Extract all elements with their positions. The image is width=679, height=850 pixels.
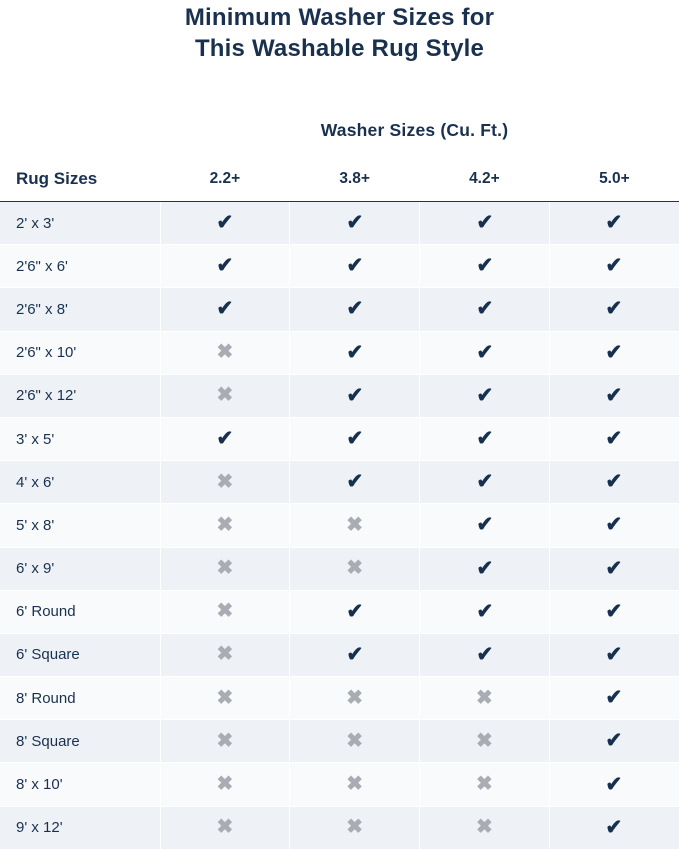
cross-icon: ✖ xyxy=(216,557,234,580)
check-icon: ✔ xyxy=(605,427,623,451)
fit-cell xyxy=(290,288,420,331)
page-title xyxy=(0,0,679,64)
rug-size-label: 2'6" x 8' xyxy=(0,288,160,331)
check-icon: ✔ xyxy=(476,642,493,666)
check-icon: ✔ xyxy=(476,427,493,451)
fit-cell xyxy=(549,763,679,806)
fit-cell xyxy=(549,547,679,590)
check-icon: ✔ xyxy=(346,297,363,321)
fit-cell xyxy=(290,547,420,590)
check-icon: ✔ xyxy=(605,340,623,364)
check-icon: ✔ xyxy=(346,427,363,451)
rug-size-label: 2'6" x 10' xyxy=(0,331,160,374)
cross-icon: ✖ xyxy=(216,600,234,623)
fit-cell xyxy=(160,202,290,245)
fit-cell xyxy=(290,677,420,720)
fit-cell xyxy=(290,763,420,806)
check-icon: ✔ xyxy=(476,599,493,623)
page-title-line1: Minimum Washer Sizes for xyxy=(184,4,495,31)
page-title-line2: This Washable Rug Style xyxy=(194,35,485,62)
fit-cell xyxy=(549,374,679,417)
check-icon: ✔ xyxy=(216,297,234,321)
fit-cell xyxy=(549,806,679,849)
fit-cell xyxy=(160,720,290,763)
check-icon: ✔ xyxy=(216,211,234,235)
check-icon: ✔ xyxy=(476,513,493,537)
check-icon: ✔ xyxy=(346,470,363,494)
fit-cell xyxy=(160,590,290,633)
fit-cell xyxy=(290,633,420,676)
cross-icon: ✖ xyxy=(216,729,234,752)
check-icon: ✔ xyxy=(346,211,363,235)
check-icon: ✔ xyxy=(605,599,623,623)
rug-size-label: 8' Round xyxy=(0,677,160,720)
fit-cell xyxy=(290,202,420,245)
column-header-4-2: 4.2+ xyxy=(420,157,550,202)
column-header-2-2: 2.2+ xyxy=(160,157,290,202)
check-icon: ✔ xyxy=(346,340,363,364)
fit-cell xyxy=(549,331,679,374)
fit-cell xyxy=(420,245,550,288)
fit-cell xyxy=(549,504,679,547)
check-icon: ✔ xyxy=(346,642,363,666)
rug-size-label: 6' Round xyxy=(0,590,160,633)
check-icon: ✔ xyxy=(605,642,623,666)
check-icon: ✔ xyxy=(216,254,234,278)
fit-cell xyxy=(160,806,290,849)
cross-icon: ✖ xyxy=(216,341,234,364)
fit-cell xyxy=(160,633,290,676)
fit-cell xyxy=(420,720,550,763)
check-icon: ✔ xyxy=(476,297,493,321)
fit-cell xyxy=(420,806,550,849)
rug-size-label: 2'6" x 12' xyxy=(0,374,160,417)
table-row xyxy=(0,633,679,676)
cross-icon: ✖ xyxy=(216,686,234,709)
fit-cell xyxy=(160,331,290,374)
fit-cell xyxy=(420,633,550,676)
fit-cell xyxy=(160,245,290,288)
column-header-3-8: 3.8+ xyxy=(290,157,420,202)
cross-icon: ✖ xyxy=(475,773,493,796)
check-icon: ✔ xyxy=(605,686,623,710)
fit-cell xyxy=(160,288,290,331)
fit-cell xyxy=(549,288,679,331)
check-icon: ✔ xyxy=(605,470,623,494)
table-body xyxy=(0,202,679,850)
check-icon: ✔ xyxy=(216,427,234,451)
table-row xyxy=(0,720,679,763)
cross-icon: ✖ xyxy=(216,513,234,536)
fit-cell xyxy=(420,202,550,245)
fit-cell xyxy=(549,720,679,763)
fit-cell xyxy=(420,590,550,633)
cross-icon: ✖ xyxy=(346,557,363,580)
rug-size-label: 5' x 8' xyxy=(0,504,160,547)
table-row xyxy=(0,590,679,633)
cross-icon: ✖ xyxy=(216,816,234,839)
fit-cell xyxy=(160,374,290,417)
fit-cell xyxy=(160,763,290,806)
fit-cell xyxy=(290,590,420,633)
cross-icon: ✖ xyxy=(216,470,234,493)
check-icon: ✔ xyxy=(476,470,493,494)
check-icon: ✔ xyxy=(346,383,363,407)
table-row xyxy=(0,331,679,374)
rug-size-label: 6' Square xyxy=(0,633,160,676)
fit-cell xyxy=(420,504,550,547)
rug-size-label: 8' x 10' xyxy=(0,763,160,806)
rug-size-label: 8' Square xyxy=(0,720,160,763)
check-icon: ✔ xyxy=(605,556,623,580)
rug-size-label: 2' x 3' xyxy=(0,202,160,245)
fit-cell xyxy=(420,374,550,417)
fit-cell xyxy=(290,245,420,288)
fit-cell xyxy=(549,245,679,288)
fit-cell xyxy=(160,677,290,720)
table-header-row xyxy=(0,157,679,202)
table-row xyxy=(0,202,679,245)
check-icon: ✔ xyxy=(605,772,623,796)
cross-icon: ✖ xyxy=(475,816,493,839)
fit-cell xyxy=(420,417,550,460)
fit-cell xyxy=(290,806,420,849)
cross-icon: ✖ xyxy=(216,773,234,796)
fit-cell xyxy=(160,547,290,590)
cross-icon: ✖ xyxy=(346,816,363,839)
cross-icon: ✖ xyxy=(475,686,493,709)
fit-cell xyxy=(290,504,420,547)
cross-icon: ✖ xyxy=(346,729,363,752)
cross-icon: ✖ xyxy=(216,384,234,407)
table-row xyxy=(0,245,679,288)
table-row xyxy=(0,806,679,849)
table-row xyxy=(0,374,679,417)
check-icon: ✔ xyxy=(605,729,623,753)
fit-cell xyxy=(290,720,420,763)
table-row xyxy=(0,461,679,504)
check-icon: ✔ xyxy=(605,513,623,537)
fit-cell xyxy=(420,288,550,331)
fit-cell xyxy=(290,331,420,374)
washer-sizes-header: Washer Sizes (Cu. Ft.) xyxy=(320,120,509,140)
table-row xyxy=(0,417,679,460)
table-row xyxy=(0,504,679,547)
table-header xyxy=(0,157,679,202)
check-icon: ✔ xyxy=(605,383,623,407)
rug-size-label: 6' x 9' xyxy=(0,547,160,590)
check-icon: ✔ xyxy=(476,383,493,407)
compatibility-table xyxy=(0,157,679,850)
fit-cell xyxy=(160,461,290,504)
check-icon: ✔ xyxy=(605,815,623,839)
check-icon: ✔ xyxy=(476,211,493,235)
cross-icon: ✖ xyxy=(216,643,234,666)
check-icon: ✔ xyxy=(605,211,623,235)
cross-icon: ✖ xyxy=(346,686,363,709)
fit-cell xyxy=(290,417,420,460)
table-row xyxy=(0,677,679,720)
fit-cell xyxy=(549,677,679,720)
fit-cell xyxy=(420,331,550,374)
table-row xyxy=(0,288,679,331)
fit-cell xyxy=(420,461,550,504)
rug-size-label: 2'6" x 6' xyxy=(0,245,160,288)
fit-cell xyxy=(290,461,420,504)
rug-size-label: 9' x 12' xyxy=(0,806,160,849)
rug-size-label: 3' x 5' xyxy=(0,417,160,460)
check-icon: ✔ xyxy=(476,340,493,364)
cross-icon: ✖ xyxy=(346,773,363,796)
check-icon: ✔ xyxy=(346,599,363,623)
fit-cell xyxy=(549,417,679,460)
column-header-rug-sizes: Rug Sizes xyxy=(0,157,160,202)
check-icon: ✔ xyxy=(476,556,493,580)
fit-cell xyxy=(549,633,679,676)
fit-cell xyxy=(549,202,679,245)
check-icon: ✔ xyxy=(605,297,623,321)
fit-cell xyxy=(420,547,550,590)
rug-size-label: 4' x 6' xyxy=(0,461,160,504)
cross-icon: ✖ xyxy=(475,729,493,752)
table-row xyxy=(0,763,679,806)
fit-cell xyxy=(420,677,550,720)
fit-cell xyxy=(160,504,290,547)
column-header-5-0: 5.0+ xyxy=(549,157,679,202)
fit-cell xyxy=(160,417,290,460)
fit-cell xyxy=(290,374,420,417)
check-icon: ✔ xyxy=(476,254,493,278)
fit-cell xyxy=(420,763,550,806)
fit-cell xyxy=(549,590,679,633)
check-icon: ✔ xyxy=(605,254,623,278)
cross-icon: ✖ xyxy=(346,513,363,536)
fit-cell xyxy=(549,461,679,504)
check-icon: ✔ xyxy=(346,254,363,278)
table-row xyxy=(0,547,679,590)
